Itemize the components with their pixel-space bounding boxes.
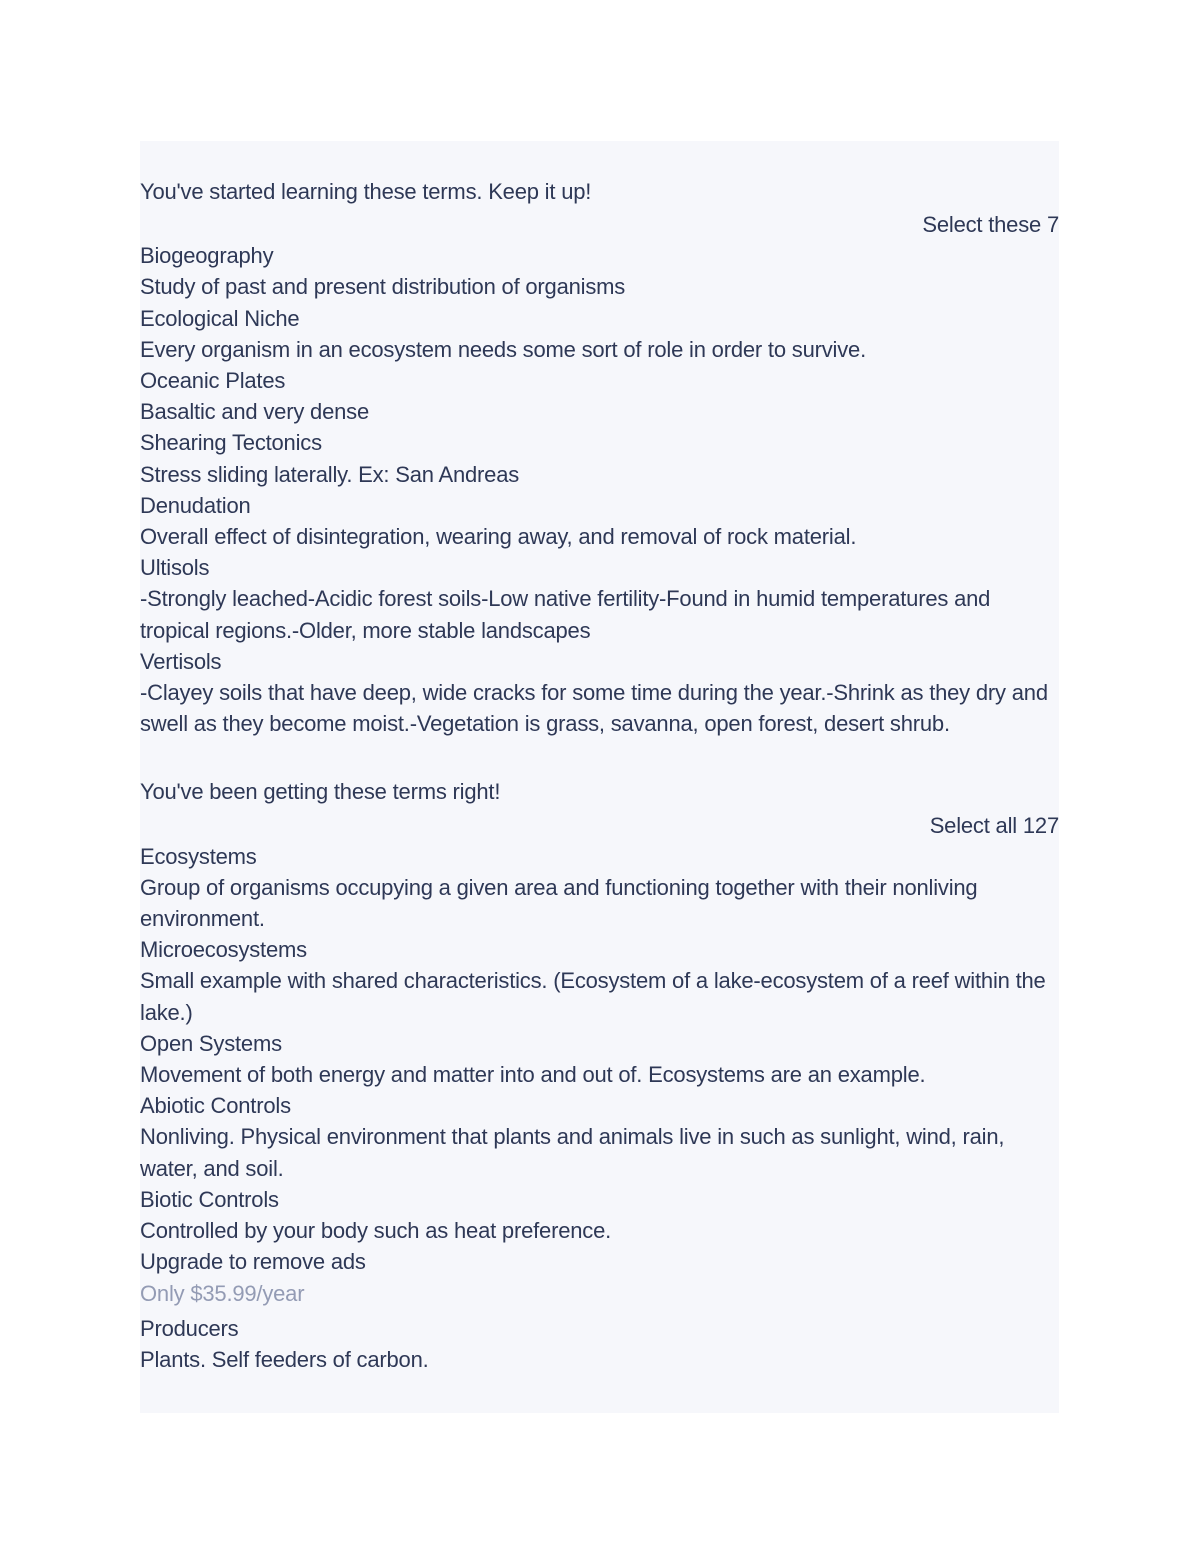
term-item[interactable] [140,240,1059,302]
study-set-panel [140,141,1059,1413]
upgrade-ad-price[interactable]: Only $35.99/year [140,1280,305,1306]
section-heading: You've started learning these terms. Keep it up! [140,179,592,204]
term-item[interactable] [140,841,1059,935]
term-text: Abiotic Controls [140,1093,291,1119]
definition-text: Every organism in an ecosystem needs some sort of role in order to survive. [140,336,866,362]
definition-text: Group of organisms occupying a given area and functioning together with their nonliving environment. [140,874,978,932]
term-text: Ultisols [140,555,210,581]
term-item[interactable] [140,552,1059,646]
term-text: Biotic Controls [140,1186,279,1212]
definition-text: -Strongly leached-Acidic forest soils-Low native fertility-Found in humid temperatures and tropical regions.-Older, more stable landscapes [140,586,991,643]
upgrade-ad-title[interactable]: Upgrade to remove ads [140,1249,366,1275]
terms-list [140,240,1059,739]
definition-text: Overall effect of disintegration, wearing away, and removal of rock material. [140,524,857,550]
definition-text: Small example with shared characteristics. (Ecosystem of a lake-ecosystem of a reef within the lake.) [140,968,1046,1025]
term-text: Open Systems [140,1030,282,1056]
term-item[interactable] [140,490,1059,552]
term-item[interactable] [140,1184,1059,1246]
definition-text: Controlled by your body such as heat preference. [140,1218,612,1244]
term-item[interactable] [140,303,1059,365]
section-learning [140,176,1059,739]
term-item[interactable] [140,1028,1059,1090]
definition-text: Basaltic and very dense [140,399,369,425]
definition-text: Movement of both energy and matter into and out of. Ecosystems are an example. [140,1062,926,1088]
definition-text: Nonliving. Physical environment that plants and animals live in such as sunlight, wind, rain, water, and soil. [140,1124,1005,1181]
term-text: Vertisols [140,648,222,674]
term-item[interactable] [140,427,1059,489]
term-item[interactable] [140,1313,1059,1375]
select-these-button[interactable]: Select these 7 [922,212,1059,238]
term-text: Microecosystems [140,937,307,963]
term-text: Denudation [140,492,251,518]
term-text: Ecosystems [140,843,257,869]
term-text: Producers [140,1315,239,1341]
upgrade-ad[interactable] [140,1246,1059,1312]
term-text: Shearing Tectonics [140,430,322,456]
definition-text: Plants. Self feeders of carbon. [140,1346,429,1372]
term-text: Ecological Niche [140,305,300,331]
section-heading: You've been getting these terms right! [140,779,501,805]
terms-list [140,841,1059,1247]
term-item[interactable] [140,934,1059,1028]
section-mastered [140,776,1059,1375]
section-spacer [140,739,1059,776]
term-text: Biogeography [140,243,274,269]
term-item[interactable] [140,646,1059,740]
select-all-button[interactable]: Select all 127 [929,812,1059,838]
term-item[interactable] [140,1090,1059,1184]
term-item[interactable] [140,365,1059,427]
definition-text: Study of past and present distribution of organisms [140,274,626,300]
definition-text: -Clayey soils that have deep, wide cracks for some time during the year.-Shrink as they dry and swell as they become moist.-Vegetation is grass, savanna, open forest, desert shrub. [140,680,1048,737]
terms-list-continued [140,1313,1059,1375]
term-text: Oceanic Plates [140,368,286,394]
study-set-content [140,176,1059,1375]
definition-text: Stress sliding laterally. Ex: San Andreas [140,461,520,487]
